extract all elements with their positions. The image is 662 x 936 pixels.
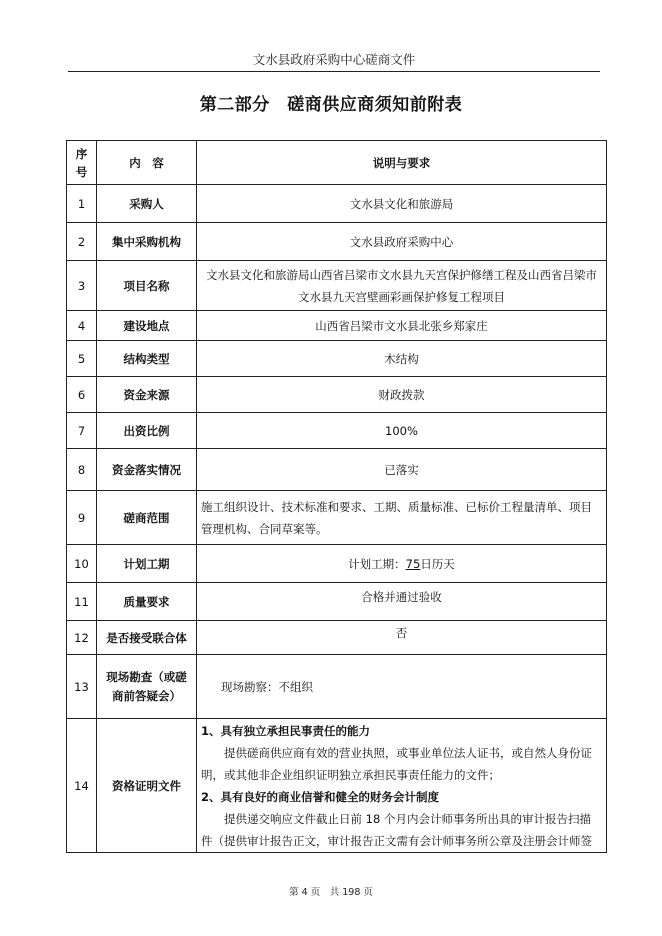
row-no: 10 [67,545,97,583]
qualification-paragraph-1: 提供磋商供应商有效的营业执照，或事业单位法人证书，或自然人身份证明，或其他非企业组织证明独立承担民事责任能力的文件； [201,746,592,782]
qualification-paragraph-2: 提供递交响应文件截止日前 18 个月内会计师事务所出具的审计报告扫描件（提供审计报告正文，审计报告正文需有会计师事务所公章及注册会计师签 [201,812,592,848]
row-no: 2 [67,223,97,261]
table-row [67,223,607,261]
row-item: 建设地点 [97,311,197,341]
row-desc [197,719,607,853]
row-no: 13 [67,655,97,719]
row-desc: 文水县政府采购中心 [197,223,607,261]
qualification-heading-1: 1、具有独立承担民事责任的能力 [201,724,370,738]
row-item: 项目名称 [97,261,197,311]
row-desc: 合格并通过验收 [197,583,607,621]
row-item: 资金落实情况 [97,449,197,491]
table-row [67,413,607,449]
row-desc: 山西省吕梁市文水县北张乡郑家庄 [197,311,607,341]
table-row [67,261,607,311]
row-no: 4 [67,311,97,341]
row-no: 9 [67,491,97,545]
row-no: 11 [67,583,97,621]
qualification-heading-2: 2、具有良好的商业信誉和健全的财务会计制度 [201,790,439,804]
table-header-row [67,141,607,185]
row-desc: 文水县文化和旅游局山西省吕梁市文水县九天宫保护修缮工程及山西省吕梁市文水县九天宫壁画彩画保护修复工程项目 [197,261,607,311]
row-desc: 否 [197,621,607,655]
schedule-prefix: 计划工期： [348,556,406,571]
page-footer [0,884,662,898]
table-row [67,621,607,655]
schedule-suffix: 日历天 [420,556,455,571]
footer-end: 页 [363,887,373,898]
table-row [67,491,607,545]
table-row [67,311,607,341]
table-row [67,719,607,853]
row-item: 现场勘查（或磋商前答疑会） [97,655,197,719]
row-item: 出资比例 [97,413,197,449]
document-header: 文水县政府采购中心磋商文件 [68,50,600,72]
row-no: 6 [67,377,97,413]
footer-page-number: 4 [301,887,308,898]
row-item: 资金来源 [97,377,197,413]
row-item: 是否接受联合体 [97,621,197,655]
footer-page-label: 第 [289,887,299,898]
table-row [67,449,607,491]
footer-total-pages: 198 [342,887,361,898]
row-desc: 已落实 [197,449,607,491]
header-no: 序号 [67,141,97,185]
row-item: 计划工期 [97,545,197,583]
row-no: 7 [67,413,97,449]
row-no: 5 [67,341,97,377]
table-row [67,655,607,719]
table-row [67,377,607,413]
row-desc [197,545,607,583]
pre-notice-table [66,140,607,853]
table-row [67,341,607,377]
row-desc: 财政拨款 [197,377,607,413]
table-row [67,545,607,583]
row-no: 8 [67,449,97,491]
schedule-days: 75 [405,556,421,571]
header-desc: 说明与要求 [197,141,607,185]
row-no: 14 [67,719,97,853]
row-desc: 文水县文化和旅游局 [197,185,607,223]
row-item: 资格证明文件 [97,719,197,853]
table-row [67,185,607,223]
row-no: 1 [67,185,97,223]
row-item: 集中采购机构 [97,223,197,261]
row-item: 采购人 [97,185,197,223]
page-title: 第二部分 磋商供应商须知前附表 [199,95,463,115]
row-no: 3 [67,261,97,311]
row-item: 磋商范围 [97,491,197,545]
row-desc: 现场勘察：不组织 [197,655,607,719]
footer-mid: 页 共 [310,887,340,898]
row-desc: 木结构 [197,341,607,377]
row-item: 质量要求 [97,583,197,621]
row-item: 结构类型 [97,341,197,377]
row-desc: 施工组织设计、技术标准和要求、工期、质量标准、已标价工程量清单、项目管理机构、合同草案等。 [197,491,607,545]
table-row [67,583,607,621]
row-desc: 100% [197,413,607,449]
row-no: 12 [67,621,97,655]
header-item: 内 容 [97,141,197,185]
